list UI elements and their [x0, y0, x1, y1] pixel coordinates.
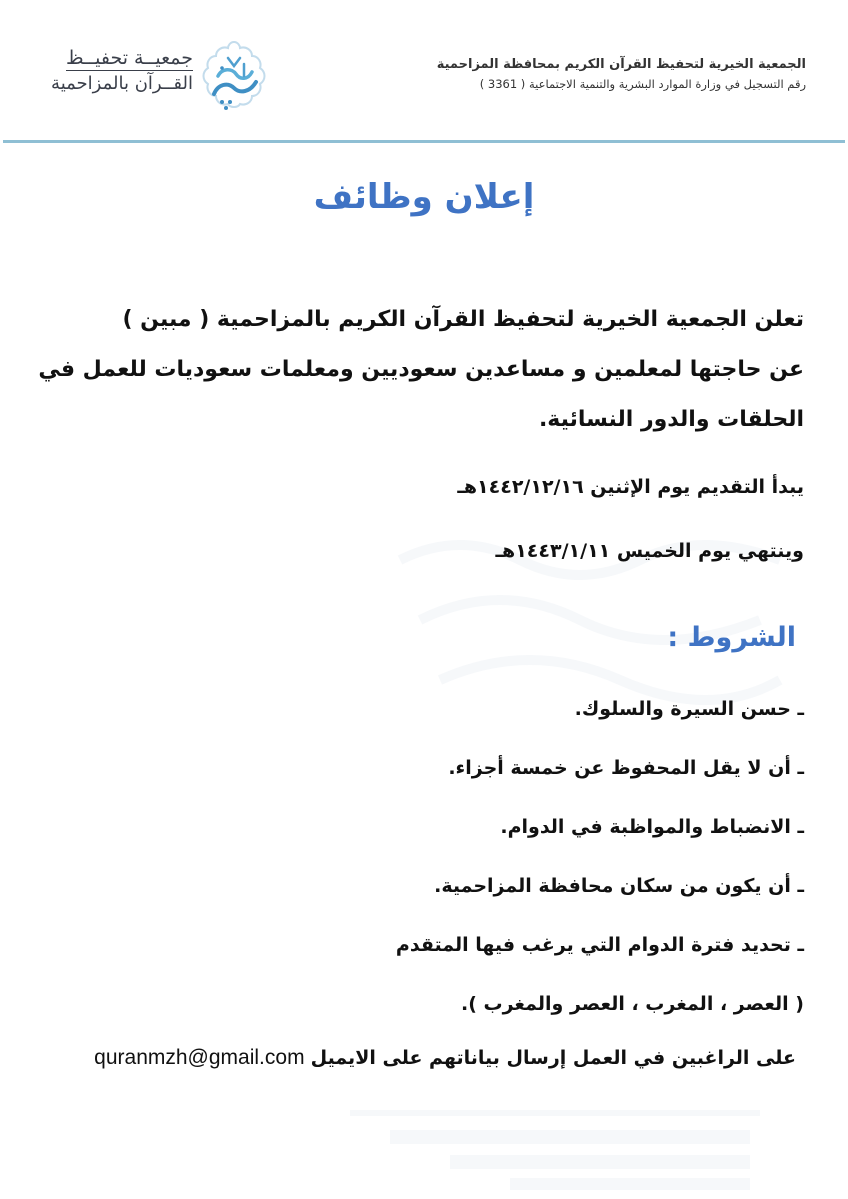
intro-line: عن حاجتها لمعلمين و مساعدين سعوديين ومعلمات سعوديات للعمل في: [38, 357, 804, 382]
header-divider: [3, 140, 845, 143]
organization-info: [437, 55, 806, 93]
conditions-heading: الشروط :: [667, 622, 796, 653]
condition-item: ـ الانضباط والمواظبة في الدوام.: [500, 816, 804, 838]
condition-item: ( العصر ، المغرب ، العصر والمغرب ).: [460, 993, 804, 1015]
logo-line-1: جمعيــة تحفيــظ: [65, 47, 193, 69]
logo-wordmark: [38, 46, 193, 97]
intro-line: الحلقات والدور النسائية.: [538, 407, 804, 432]
application-dates: [30, 455, 804, 583]
condition-item: ـ أن لا يقل المحفوظ عن خمسة أجزاء.: [448, 757, 804, 779]
organization-name: الجمعية الخيرية لتحفيظ القرآن الكريم بمحافظة المزاحمية: [436, 57, 806, 72]
contact-line: [40, 1038, 796, 1078]
page-title: إعلان وظائف: [313, 177, 535, 217]
application-start-date: يبدأ التقديم يوم الإثنين ١٤٤٢/١٢/١٦هـ: [457, 476, 804, 498]
announcement-intro: [30, 295, 804, 445]
organization-logo: [38, 36, 268, 116]
condition-item: ـ حسن السيرة والسلوك.: [574, 698, 804, 720]
contact-email-link[interactable]: quranmzh@gmail.com: [94, 1046, 305, 1069]
conditions-list: [30, 680, 804, 1034]
letterhead: [0, 0, 848, 142]
contact-instruction: على الراغبين في العمل إرسال بياناتهم على الايميل: [310, 1047, 796, 1069]
logo-line-2: القــرآن بالمزاحمية: [51, 73, 193, 94]
mubeen-calligraphy-logo-icon: [198, 36, 270, 116]
intro-line: تعلن الجمعية الخيرية لتحفيظ القرآن الكريم بالمزاحمية ( مبين ): [122, 307, 804, 332]
registration-number: رقم التسجيل في وزارة الموارد البشرية والتنمية الاجتماعية ( 3361 ): [479, 77, 806, 91]
watermark-pattern-icon: [330, 1100, 780, 1195]
condition-item: ـ أن يكون من سكان محافظة المزاحمية.: [434, 875, 804, 897]
condition-item: ـ تحديد فترة الدوام التي يرغب فيها المتقدم: [395, 934, 804, 956]
application-end-date: وينتهي يوم الخميس ١٤٤٣/١/١١هـ: [495, 540, 804, 562]
